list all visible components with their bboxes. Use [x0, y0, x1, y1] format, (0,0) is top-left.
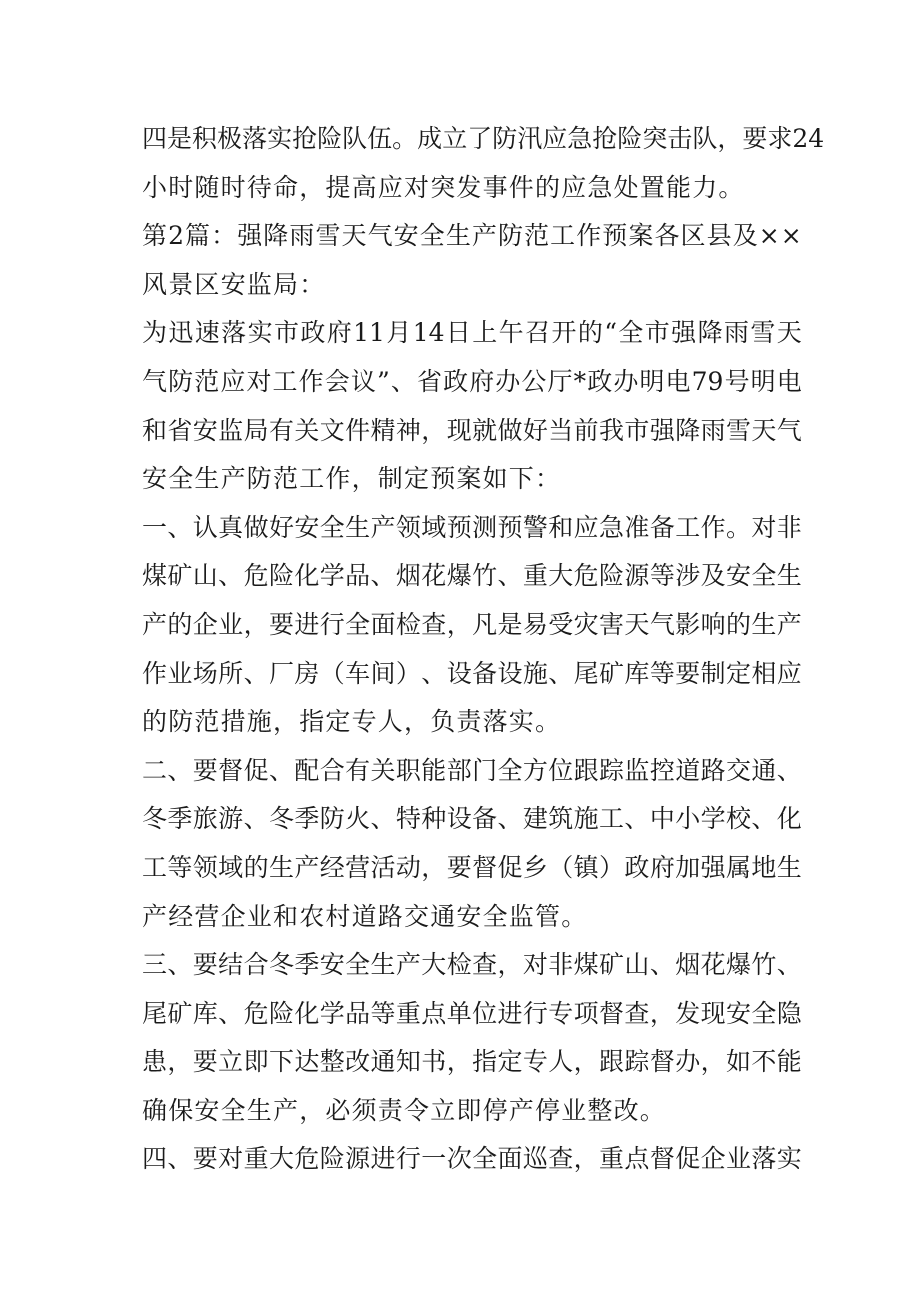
paragraph-line: 为 迅 速 落 实 市 政 府 11 月 14 日 上 午 召 开 的 “ 全 市 强 降 雨 雪 天 [142, 318, 802, 348]
paragraph-line: 第 2 篇 ： 强 降 雨 雪 天 气 安 全 生 产 防 范 工 作 预 案 各 区 县 及 × × [142, 221, 802, 251]
document-body [142, 115, 825, 1184]
paragraph-line: 确保安全生产，必须责令立即停产停业整改。 [142, 1095, 667, 1125]
paragraph-line: 冬 季 旅 游 、 冬 季 防 火 、 特 种 设 备 、 建 筑 施 工 、 中 小 学 校 、 化 [142, 804, 802, 834]
paragraph-line: 的防范措施，指定专人，负责落实。 [142, 707, 562, 737]
paragraph-line: 作 业 场 所 、 厂 房 （ 车 间 ） 、 设 备 设 施 、 尾 矿 库 等 要 制 定 相 应 [142, 658, 802, 688]
paragraph-line: 患 ， 要 立 即 下 达 整 改 通 知 书 ， 指 定 专 人 ， 跟 踪 督 办 ， 如 不 能 [142, 1047, 802, 1077]
paragraph-line: 二 、 要 督 促 、 配 合 有 关 职 能 部 门 全 方 位 跟 踪 监 控 道 路 交 通 、 [142, 755, 802, 785]
paragraph-line: 安全生产防范工作，制定预案如下： [142, 464, 562, 494]
paragraph-line: 尾 矿 库 、 危 险 化 学 品 等 重 点 单 位 进 行 专 项 督 查 ， 发 现 安 全 隐 [142, 998, 802, 1028]
paragraph-line: 产经营企业和农村道路交通安全监管。 [142, 901, 588, 931]
paragraph-line: 四 是 积 极 落 实 抢 险 队 伍 。 成 立 了 防 汛 应 急 抢 险 突 击 队 ， 要 求 24 [142, 124, 825, 153]
paragraph-line: 产 的 企 业 ， 要 进 行 全 面 检 查 ， 凡 是 易 受 灾 害 天 气 影 响 的 生 产 [142, 609, 802, 639]
paragraph-line: 煤 矿 山 、 危 险 化 学 品 、 烟 花 爆 竹 、 重 大 危 险 源 等 涉 及 安 全 生 [142, 561, 802, 591]
paragraph-line: 三 、 要 结 合 冬 季 安 全 生 产 大 检 查 ， 对 非 煤 矿 山 、 烟 花 爆 竹 、 [142, 950, 802, 980]
paragraph-line: 风景区安监局： [142, 269, 326, 299]
paragraph-line: 四 、 要 对 重 大 危 险 源 进 行 一 次 全 面 巡 查 ， 重 点 督 促 企 业 落 实 [142, 1144, 802, 1174]
paragraph-line: 和 省 安 监 局 有 关 文 件 精 神 ， 现 就 做 好 当 前 我 市 强 降 雨 雪 天 气 [142, 415, 802, 445]
paragraph-line: 一 、 认 真 做 好 安 全 生 产 领 域 预 测 预 警 和 应 急 准 备 工 作 。 对 非 [142, 512, 802, 542]
paragraph-line: 气 防 范 应 对 工 作 会 议 ” 、 省 政 府 办 公 厅 * 政 办 明 电 79 号 明 电 [142, 366, 802, 396]
paragraph-line: 工 等 领 域 的 生 产 经 营 活 动 ， 要 督 促 乡 （ 镇 ） 政 府 加 强 属 地 生 [142, 852, 802, 882]
paragraph-line: 小时随时待命，提高应对突发事件的应急处置能力。 [142, 172, 745, 202]
